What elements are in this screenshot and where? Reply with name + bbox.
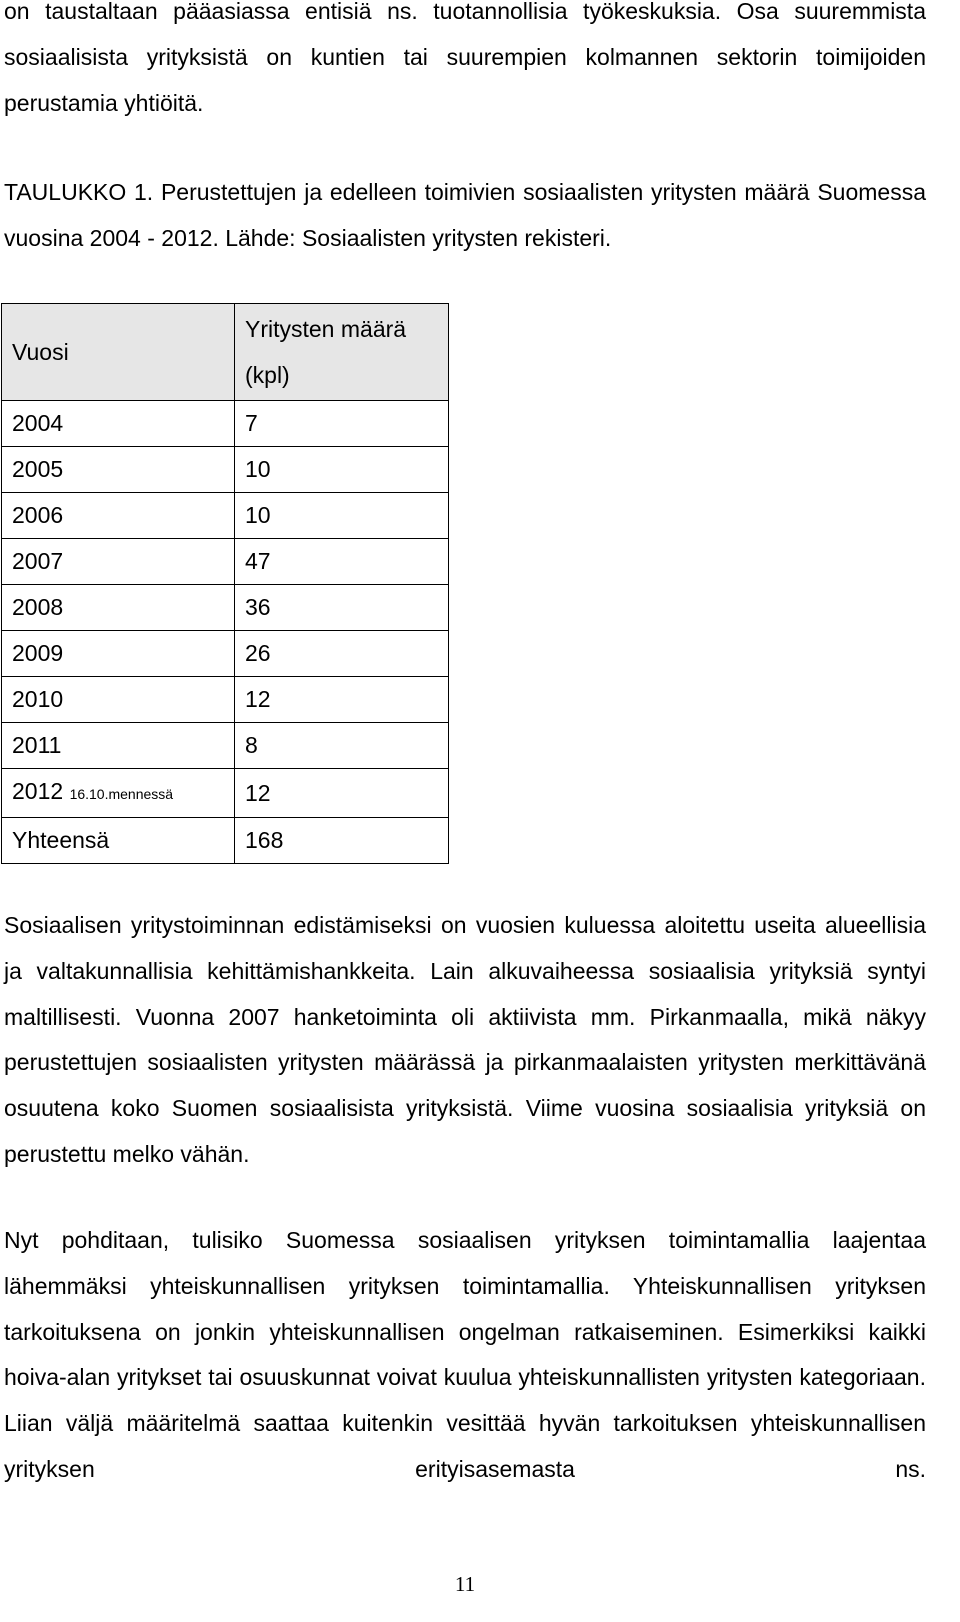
- cell-year: [2, 493, 235, 539]
- cell-year: [2, 585, 235, 631]
- year-value: 2007: [12, 548, 64, 574]
- header-year: Vuosi: [2, 304, 235, 401]
- cell-year: [2, 723, 235, 769]
- cell-year: [2, 401, 235, 447]
- table-row: [2, 539, 449, 585]
- year-value: 2005: [12, 456, 64, 482]
- cell-count: 26: [235, 631, 449, 677]
- cell-total-label: [2, 818, 235, 864]
- year-value: 2004: [12, 410, 64, 436]
- intro-paragraph: on taustaltaan pääasiassa entisiä ns. tuotannollisia työkeskuksia. Osa suuremmista sosiaalisista yrityksistä on kuntien tai suurempien kolmannen sektorin toimijoiden perustamia yhtiöitä.: [4, 0, 926, 116]
- companies-table: [1, 303, 449, 864]
- cell-year: [2, 539, 235, 585]
- cell-count: 36: [235, 585, 449, 631]
- table-row: [2, 585, 449, 631]
- table-row: [2, 631, 449, 677]
- year-value: 2012: [12, 778, 64, 804]
- year-value: 2009: [12, 640, 64, 666]
- cell-count: 12: [235, 677, 449, 723]
- total-label: Yhteensä: [12, 827, 110, 853]
- cell-year: [2, 677, 235, 723]
- table-row: [2, 723, 449, 769]
- table-row: [2, 677, 449, 723]
- cell-total-count: 168: [235, 818, 449, 864]
- cell-year: [2, 631, 235, 677]
- cell-count: 12: [235, 769, 449, 818]
- table-row: [2, 769, 449, 818]
- page-number: 11: [454, 1572, 476, 1596]
- table-row: [2, 401, 449, 447]
- table-row: [2, 447, 449, 493]
- cell-year: [2, 769, 235, 818]
- table-total-row: [2, 818, 449, 864]
- year-value: 2006: [12, 502, 64, 528]
- table-header-row: [2, 304, 449, 401]
- cell-count: 7: [235, 401, 449, 447]
- year-value: 2008: [12, 594, 64, 620]
- cell-year: [2, 447, 235, 493]
- cell-count: 8: [235, 723, 449, 769]
- date-note: 16.10.mennessä: [69, 786, 174, 802]
- cell-count: 47: [235, 539, 449, 585]
- cell-count: 10: [235, 493, 449, 539]
- table-row: [2, 493, 449, 539]
- header-count: Yritysten määrä (kpl): [235, 304, 449, 401]
- table-caption: TAULUKKO 1. Perustettujen ja edelleen toimivien sosiaalisten yritysten määrä Suomessa vuosina 2004 - 2012. Lähde: Sosiaalisten yritysten rekisteri.: [4, 179, 926, 251]
- body-paragraph-1: Sosiaalisen yritystoiminnan edistämiseksi on vuosien kuluessa aloitettu useita alueellisia ja valtakunnallisia kehittämishankkeita. Lain alkuvaiheessa sosiaalisia yrityksiä syntyi maltillisesti. Vuonna 2007 hanketoiminta oli aktiivista mm. Pirkanmaalla, mikä näkyy perustettujen sosiaalisten yritysten määrässä ja pirkanmaalaisten yritysten merkittävänä osuutena koko Suomen sosiaalisista yrityksistä. Viime vuosina sosiaalisia yrityksiä on perustettu melko vähän.: [4, 912, 926, 1167]
- year-value: 2011: [12, 732, 62, 758]
- body-paragraph-2: Nyt pohditaan, tulisiko Suomessa sosiaalisen yrityksen toimintamallia laajentaa lähemmäksi yhteiskunnallisen yrityksen toimintamallia. Yhteiskunnallisen yrityksen tarkoituksena on jonkin yhteiskunnallisen ongelman ratkaiseminen. Esimerkiksi kaikki hoiva-alan yritykset tai osuuskunnat voivat kuulua yhteiskunnallisten yritysten kategoriaan. Liian väljä määritelmä saattaa kuitenkin vesittää hyvän tarkoituksen yhteiskunnallisen yrityksen erityisasemasta ns.: [4, 1227, 926, 1482]
- cell-count: 10: [235, 447, 449, 493]
- year-value: 2010: [12, 686, 64, 712]
